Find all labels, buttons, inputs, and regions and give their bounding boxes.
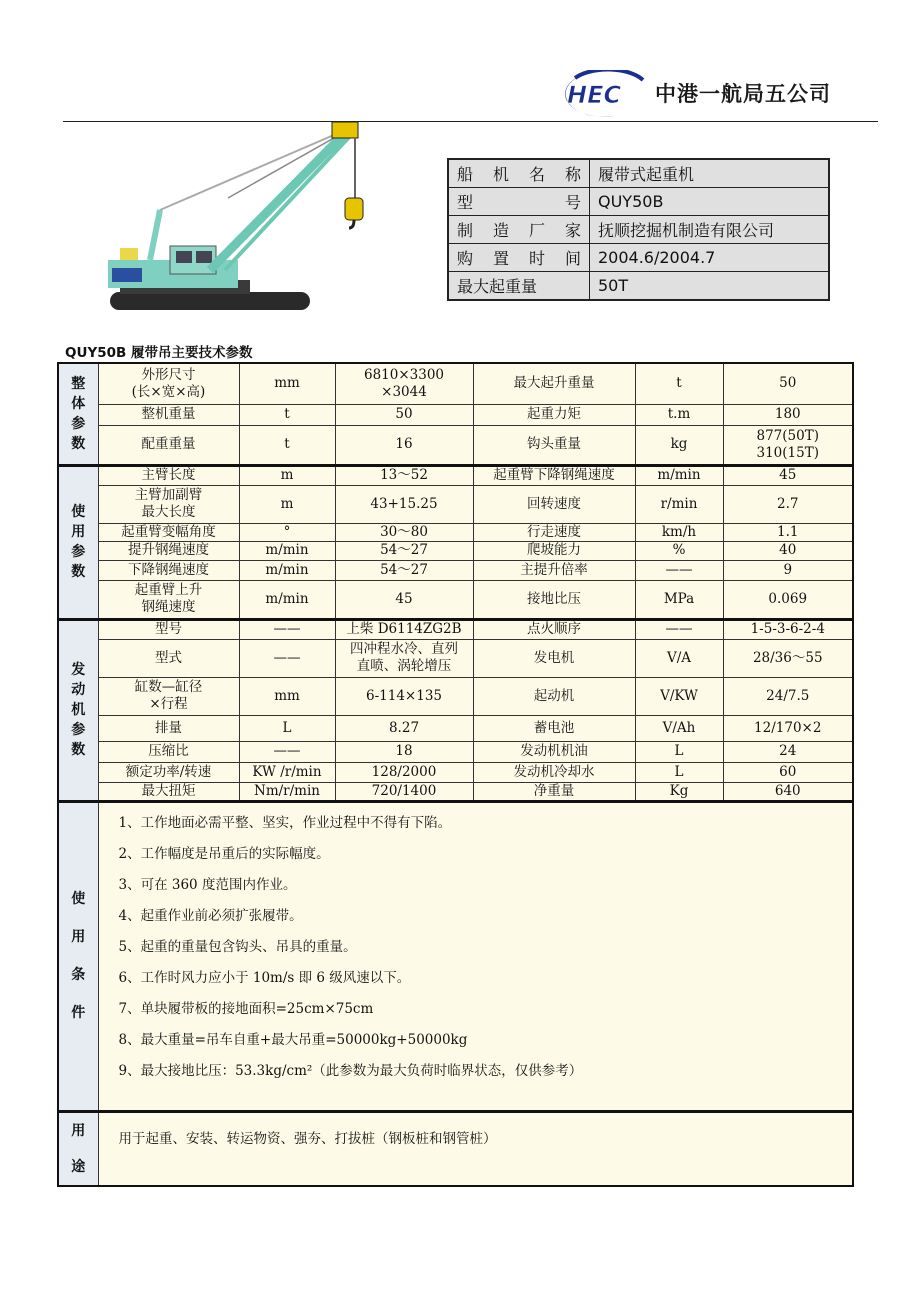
condition-item: 6、工作时风力应小于 10m/s 即 6 级风速以下。 <box>118 969 411 986</box>
spec-row <box>58 762 853 782</box>
hec-logo-icon <box>545 70 655 118</box>
param-value: 12/170×2 <box>723 715 853 741</box>
param-unit: —— <box>635 619 723 639</box>
info-row <box>448 244 829 272</box>
param-name: 配重重量 <box>98 425 239 465</box>
spec-row <box>58 363 853 404</box>
param-unit: m <box>239 485 335 523</box>
usage-row <box>58 1111 853 1186</box>
info-value: QUY50B <box>590 188 830 216</box>
section-label-text: 整体参数 <box>71 375 86 452</box>
param-name: 下降钢绳速度 <box>98 560 239 580</box>
param-value: 54～27 <box>335 541 473 560</box>
info-key <box>448 272 590 301</box>
param-unit: L <box>635 741 723 762</box>
param-value: 四冲程水冷、直列 直喷、涡轮增压 <box>335 639 473 677</box>
param-unit: % <box>635 541 723 560</box>
param-name: 钩头重量 <box>473 425 635 465</box>
param-value: 45 <box>723 465 853 485</box>
param-name: 回转速度 <box>473 485 635 523</box>
param-value: 24/7.5 <box>723 677 853 715</box>
condition-item: 5、起重的重量包含钩头、吊具的重量。 <box>118 938 357 955</box>
info-value: 2004.6/2004.7 <box>590 244 830 272</box>
section-label-text: 使用参数 <box>71 504 86 580</box>
param-unit: MPa <box>635 580 723 619</box>
spec-row <box>58 677 853 715</box>
spec-table <box>57 362 854 1187</box>
info-row <box>448 188 829 216</box>
param-value: 6-114×135 <box>335 677 473 715</box>
param-name: 净重量 <box>473 782 635 801</box>
info-key-char: 家 <box>564 221 581 240</box>
param-unit: —— <box>239 741 335 762</box>
param-unit: t <box>239 404 335 425</box>
param-name: 接地比压 <box>473 580 635 619</box>
param-value: 24 <box>723 741 853 762</box>
param-unit: —— <box>239 619 335 639</box>
spec-row <box>58 741 853 762</box>
param-unit: L <box>239 715 335 741</box>
param-value: 877(50T) 310(15T) <box>723 425 853 465</box>
info-key-char: 置 <box>492 249 509 268</box>
spec-row <box>58 715 853 741</box>
param-value: 2.7 <box>723 485 853 523</box>
param-value: 180 <box>723 404 853 425</box>
param-name: 蓄电池 <box>473 715 635 741</box>
info-key-char: 型 <box>457 193 474 212</box>
section-label <box>58 1111 98 1186</box>
param-name: 起重力矩 <box>473 404 635 425</box>
section-label-text: 用途 <box>71 1122 86 1175</box>
info-key-char: 制 <box>457 221 474 240</box>
param-value: 1-5-3-6-2-4 <box>723 619 853 639</box>
param-unit: V/A <box>635 639 723 677</box>
info-key-char: 机 <box>492 165 509 184</box>
param-value: 28/36～55 <box>723 639 853 677</box>
param-unit: m/min <box>239 560 335 580</box>
info-row <box>448 272 829 301</box>
param-value: 43+15.25 <box>335 485 473 523</box>
param-unit: m/min <box>239 580 335 619</box>
spec-row <box>58 465 853 485</box>
conditions-list <box>98 801 853 1111</box>
info-key-char: 船 <box>457 165 474 184</box>
param-unit: mm <box>239 363 335 404</box>
condition-item: 4、起重作业前必须扩张履带。 <box>118 907 303 924</box>
param-name: 缸数—缸径 ×行程 <box>98 677 239 715</box>
param-name: 发动机机油 <box>473 741 635 762</box>
param-unit: Nm/r/min <box>239 782 335 801</box>
param-value: 1.1 <box>723 523 853 541</box>
param-value: 640 <box>723 782 853 801</box>
param-unit: V/Ah <box>635 715 723 741</box>
param-unit: L <box>635 762 723 782</box>
info-key-char: 厂 <box>528 221 545 240</box>
param-value: 45 <box>335 580 473 619</box>
param-value: 54～27 <box>335 560 473 580</box>
param-unit: Kg <box>635 782 723 801</box>
condition-item: 1、工作地面必需平整、坚实，作业过程中不得有下陷。 <box>118 814 452 831</box>
info-key <box>448 188 590 216</box>
param-unit: —— <box>635 560 723 580</box>
param-name: 起动机 <box>473 677 635 715</box>
param-value: 上柴 D6114ZG2B <box>335 619 473 639</box>
company-name: 中港一航局五公司 <box>655 82 831 106</box>
param-name: 起重臂下降钢绳速度 <box>473 465 635 485</box>
info-key-text <box>457 190 581 213</box>
info-value: 抚顺挖掘机制造有限公司 <box>590 216 830 244</box>
info-key-char: 间 <box>564 249 581 268</box>
spec-row <box>58 782 853 801</box>
param-value: 6810×3300 ×3044 <box>335 363 473 404</box>
param-name: 行走速度 <box>473 523 635 541</box>
param-name: 主臂长度 <box>98 465 239 485</box>
param-unit: r/min <box>635 485 723 523</box>
info-key-text: 最大起重量 <box>457 277 538 296</box>
svg-text:HEC: HEC <box>567 81 622 109</box>
param-name: 型号 <box>98 619 239 639</box>
info-key-char: 称 <box>564 165 581 184</box>
param-name: 点火顺序 <box>473 619 635 639</box>
param-unit: t.m <box>635 404 723 425</box>
param-value: 13～52 <box>335 465 473 485</box>
section-label <box>58 465 98 619</box>
param-name: 发动机冷却水 <box>473 762 635 782</box>
condition-item: 3、可在 360 度范围内作业。 <box>118 876 297 893</box>
param-unit: t <box>635 363 723 404</box>
param-name: 外形尺寸 (长×宽×高) <box>98 363 239 404</box>
info-key-text <box>457 246 581 269</box>
spec-title: QUY50B 履带吊主要技术参数 <box>65 345 253 361</box>
spec-row <box>58 560 853 580</box>
info-key-char: 购 <box>457 249 474 268</box>
param-value: 720/1400 <box>335 782 473 801</box>
info-value: 履带式起重机 <box>590 159 830 188</box>
param-unit: KW /r/min <box>239 762 335 782</box>
info-key-char: 时 <box>528 249 545 268</box>
section-label <box>58 801 98 1111</box>
condition-item: 9、最大接地比压：53.3kg/cm²（此参数为最大负荷时临界状态，仅供参考） <box>118 1062 583 1079</box>
spec-row <box>58 580 853 619</box>
spec-row <box>58 425 853 465</box>
info-row <box>448 159 829 188</box>
param-value: 9 <box>723 560 853 580</box>
section-label-text: 发动机参数 <box>71 662 86 758</box>
param-name: 爬坡能力 <box>473 541 635 560</box>
param-name: 起重臂上升 钢绳速度 <box>98 580 239 619</box>
param-value: 8.27 <box>335 715 473 741</box>
company-logo <box>545 70 845 120</box>
param-name: 最大起升重量 <box>473 363 635 404</box>
info-key <box>448 216 590 244</box>
param-name: 主臂加副臂 最大长度 <box>98 485 239 523</box>
spec-row <box>58 404 853 425</box>
param-value: 30～80 <box>335 523 473 541</box>
section-label-text: 使用条件 <box>71 891 86 1021</box>
param-name: 整机重量 <box>98 404 239 425</box>
info-key <box>448 159 590 188</box>
param-name: 压缩比 <box>98 741 239 762</box>
param-unit: m/min <box>239 541 335 560</box>
param-value: 50 <box>723 363 853 404</box>
param-unit: mm <box>239 677 335 715</box>
param-unit: V/KW <box>635 677 723 715</box>
param-unit: ° <box>239 523 335 541</box>
param-name: 发电机 <box>473 639 635 677</box>
conditions-row <box>58 801 853 1111</box>
condition-item: 8、最大重量=吊车自重+最大吊重=50000kg+50000kg <box>118 1031 468 1048</box>
equipment-info-table <box>447 158 830 301</box>
param-name: 额定功率/转速 <box>98 762 239 782</box>
param-name: 最大扭矩 <box>98 782 239 801</box>
info-key-text <box>457 218 581 241</box>
spec-row <box>58 639 853 677</box>
param-unit: km/h <box>635 523 723 541</box>
section-label <box>58 363 98 465</box>
param-name: 提升钢绳速度 <box>98 541 239 560</box>
info-value: 50T <box>590 272 830 301</box>
param-name: 主提升倍率 <box>473 560 635 580</box>
spec-row <box>58 523 853 541</box>
condition-item: 7、单块履带板的接地面积=25cm×75cm <box>118 1000 374 1017</box>
usage-text: 用于起重、安装、转运物资、强夯、打拔桩（钢板桩和钢管桩） <box>98 1111 853 1186</box>
param-value: 60 <box>723 762 853 782</box>
param-unit: t <box>239 425 335 465</box>
info-key-char: 造 <box>492 221 509 240</box>
param-value: 0.069 <box>723 580 853 619</box>
param-unit: m <box>239 465 335 485</box>
param-name: 起重臂变幅角度 <box>98 523 239 541</box>
param-value: 50 <box>335 404 473 425</box>
param-value: 40 <box>723 541 853 560</box>
param-unit: kg <box>635 425 723 465</box>
param-value: 16 <box>335 425 473 465</box>
spec-row <box>58 541 853 560</box>
section-label <box>58 619 98 801</box>
spec-row <box>58 619 853 639</box>
info-key-char: 名 <box>528 165 545 184</box>
crawler-crane-image <box>100 120 370 320</box>
spec-row <box>58 485 853 523</box>
param-value: 128/2000 <box>335 762 473 782</box>
param-unit: m/min <box>635 465 723 485</box>
param-name: 排量 <box>98 715 239 741</box>
param-unit: —— <box>239 639 335 677</box>
info-row <box>448 216 829 244</box>
param-name: 型式 <box>98 639 239 677</box>
info-key-text <box>457 162 581 185</box>
condition-item: 2、工作幅度是吊重后的实际幅度。 <box>118 845 330 862</box>
info-key <box>448 244 590 272</box>
info-key-char: 号 <box>564 193 581 212</box>
param-value: 18 <box>335 741 473 762</box>
